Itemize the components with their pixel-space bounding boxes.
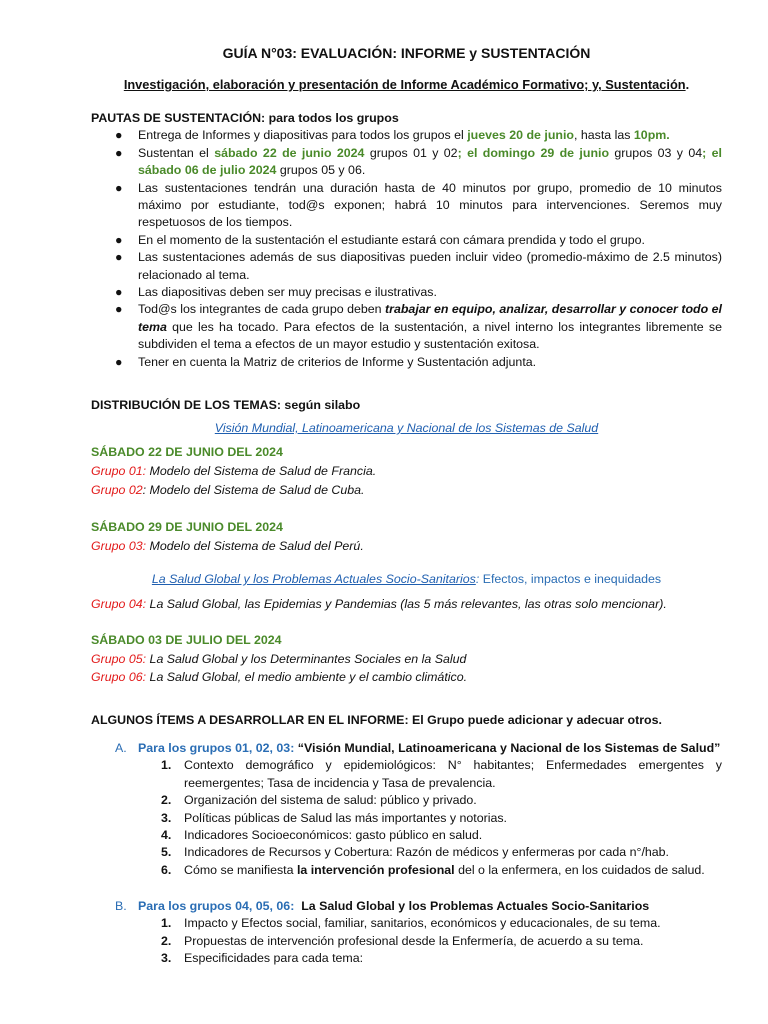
group-01-line [91, 463, 722, 480]
text: grupos 01 y 02 [364, 145, 458, 160]
text: que les ha tocado. Para efectos de la sustentación, a nivel interno los integrantes libremente se subdividen el tema a efectos de un mayor estudio y sustentación exitosa. [138, 319, 722, 352]
section-title: La Salud Global y los Problemas Actuales Socio-Sanitarios [294, 899, 650, 913]
pautas-item-6 [91, 284, 722, 301]
group-label: Grupo 06: [91, 670, 147, 684]
text: En el momento de la sustentación el estudiante estará con cámara prendida y todo el grupo. [138, 232, 645, 247]
date-heading-3: SÁBADO 03 DE JULIO DEL 2024 [91, 633, 282, 647]
theme-2-link[interactable]: La Salud Global y los Problemas Actuales Socio-Sanitarios [151, 572, 476, 586]
item-text: del o la enfermera, en los cuidados de salud. [454, 862, 705, 877]
bullet-icon: ● [115, 250, 123, 265]
items-heading: ALGUNOS ÍTEMS A DESARROLLAR EN EL INFORME: El Grupo puede adicionar y adecuar otros. [91, 713, 662, 727]
group-02-line [91, 482, 722, 499]
item-text: Propuestas de intervención profesional desde la Enfermería, de acuerdo a su tema. [184, 933, 644, 948]
bullet-icon: ● [115, 232, 123, 247]
emphasis: trabajar en equipo, analizar, desarrollar y conocer todo el tema [138, 302, 722, 334]
item-number: 5. [161, 845, 172, 860]
item-number: 1. [161, 758, 172, 773]
list-item [91, 792, 722, 809]
pautas-item-5 [91, 249, 722, 284]
highlight-date: ; el domingo 29 de junio [457, 145, 610, 160]
pautas-section [91, 110, 722, 371]
item-number: 2. [161, 933, 172, 948]
text: Las diapositivas deben ser muy precisas e ilustrativas. [138, 285, 437, 300]
list-item [91, 950, 722, 967]
highlight-date: ; el sábado 06 de julio 2024 [138, 145, 722, 178]
theme-2-tail: Efectos, impactos e inequidades [479, 572, 662, 586]
item-text: Especificidades para cada tema: [184, 951, 364, 966]
group-topic: La Salud Global, las Epidemias y Pandemias (las 5 más relevantes, las otras solo mencionar). [146, 597, 667, 611]
group-topic: La Salud Global, el medio ambiente y el cambio climático. [146, 670, 468, 684]
distribucion-heading: DISTRIBUCIÓN DE LOS TEMAS: según silabo [91, 398, 361, 412]
pautas-item-2 [91, 145, 722, 180]
section-b-title [91, 898, 722, 915]
text: Tener en cuenta la Matriz de criterios de Informe y Sustentación adjunta. [138, 354, 537, 369]
section-b-list [91, 915, 722, 967]
group-topic: La Salud Global y los Determinantes Sociales en la Salud [146, 652, 467, 666]
bullet-icon: ● [115, 145, 123, 160]
text: , hasta las [573, 128, 634, 143]
group-label: Grupo 02 [91, 483, 143, 497]
pautas-item-7 [91, 301, 722, 353]
group-04-line [91, 596, 722, 613]
list-item [91, 844, 722, 861]
pautas-list [91, 127, 722, 371]
bullet-icon: ● [115, 354, 123, 369]
text: Las sustentaciones además de sus diapositivas pueden incluir video (promedio-máximo de 2.5 minutos) relacionado al tema. [138, 250, 722, 282]
date-heading-2: SÁBADO 29 DE JUNIO DEL 2024 [91, 520, 283, 534]
item-number: 1. [161, 916, 172, 931]
pautas-item-8 [91, 354, 722, 371]
theme-1-title [91, 420, 722, 437]
text: Entrega de Informes y diapositivas para todos los grupos el [138, 128, 468, 143]
item-text: Organización del sistema de salud: público y privado. [184, 793, 477, 808]
subtitle-text: Investigación, elaboración y presentación de Informe Académico Formativo; y, Sustentación [123, 77, 686, 92]
group-label: Grupo 04: [91, 597, 147, 611]
bullet-icon: ● [115, 302, 123, 317]
text: Las sustentaciones tendrán una duración hasta de 40 minutos por grupo, promedio de 10 minutos máximo por estudiante, tod@s exponen; habrá 10 minutos para intervenciones. Seremos muy respetuosos de los tiempos. [138, 180, 722, 230]
subtitle-dot: . [685, 77, 690, 92]
list-item [91, 862, 722, 879]
text: Sustentan el [138, 145, 215, 160]
text: Tod@s los integrantes de cada grupo deben [138, 302, 386, 317]
list-item [91, 915, 722, 932]
highlight-time: 10pm. [633, 128, 670, 143]
group-topic: Modelo del Sistema de Salud de Francia. [146, 464, 377, 478]
list-item [91, 810, 722, 827]
section-title: “Visión Mundial, Latinoamericana y Nacional de los Sistemas de Salud” [294, 741, 721, 755]
pautas-heading: PAUTAS DE SUSTENTACIÓN: para todos los grupos [91, 111, 399, 125]
group-topic: : Modelo del Sistema de Salud de Cuba. [142, 483, 365, 497]
page-subtitle [91, 76, 722, 93]
item-emphasis: la intervención profesional [296, 862, 455, 877]
page-title: GUÍA N°03: EVALUACIÓN: INFORME y SUSTENTACIÓN [222, 45, 591, 61]
item-number: 2. [161, 793, 172, 808]
section-label: Para los grupos 04, 05, 06: [138, 899, 295, 913]
text: grupos 03 y 04 [609, 145, 703, 160]
item-text: Indicadores de Recursos y Cobertura: Razón de médicos y enfermeras por cada n°/hab. [184, 845, 670, 860]
group-topic: Modelo del Sistema de Salud del Perú. [146, 539, 364, 553]
item-text: Políticas públicas de Salud las más importantes y notorias. [184, 810, 508, 825]
item-number: 4. [161, 828, 172, 843]
section-label: Para los grupos 01, 02, 03: [138, 741, 295, 755]
item-number: 6. [161, 862, 172, 877]
theme-2-title [91, 571, 722, 588]
date-heading-1: SÁBADO 22 DE JUNIO DEL 2024 [91, 445, 283, 459]
section-letter: B. [115, 899, 127, 913]
group-label: Grupo 05: [91, 652, 147, 666]
highlight-date: sábado 22 de junio 2024 [214, 145, 365, 160]
section-b [91, 898, 722, 968]
list-item [91, 757, 722, 792]
item-number: 3. [161, 810, 172, 825]
item-text: Contexto demográfico y epidemiológicos: N° habitantes; Enfermedades emergentes y reemergentes; Tasa de incidencia y Tasa de prevalencia. [184, 758, 722, 790]
bullet-icon: ● [115, 128, 123, 143]
item-text: Indicadores Socioeconómicos: gasto público en salud. [184, 828, 483, 843]
item-number: 3. [161, 951, 172, 966]
theme-1-link[interactable]: Visión Mundial, Latinoamericana y Nacional de los Sistemas de Salud [214, 421, 599, 435]
section-letter: A. [115, 741, 127, 755]
list-item [91, 827, 722, 844]
bullet-icon: ● [115, 285, 123, 300]
list-item [91, 933, 722, 950]
pautas-item-1 [91, 127, 722, 144]
group-label: Grupo 01: [91, 464, 147, 478]
group-05-line [91, 651, 722, 668]
text: grupos 05 y 06. [276, 163, 366, 178]
bullet-icon: ● [115, 180, 123, 195]
pautas-item-3 [91, 180, 722, 232]
section-a [91, 740, 722, 879]
item-text: Impacto y Efectos social, familiar, sanitarios, económicos y educacionales, de su tema. [184, 916, 661, 931]
item-text: Cómo se manifiesta [184, 862, 297, 877]
section-a-title [91, 740, 722, 757]
group-03-line [91, 538, 722, 555]
section-a-list [91, 757, 722, 879]
highlight-date: jueves 20 de junio [467, 128, 574, 143]
text: : [475, 572, 480, 586]
group-label: Grupo 03: [91, 539, 147, 553]
group-06-line [91, 669, 722, 686]
pautas-item-4 [91, 232, 722, 249]
